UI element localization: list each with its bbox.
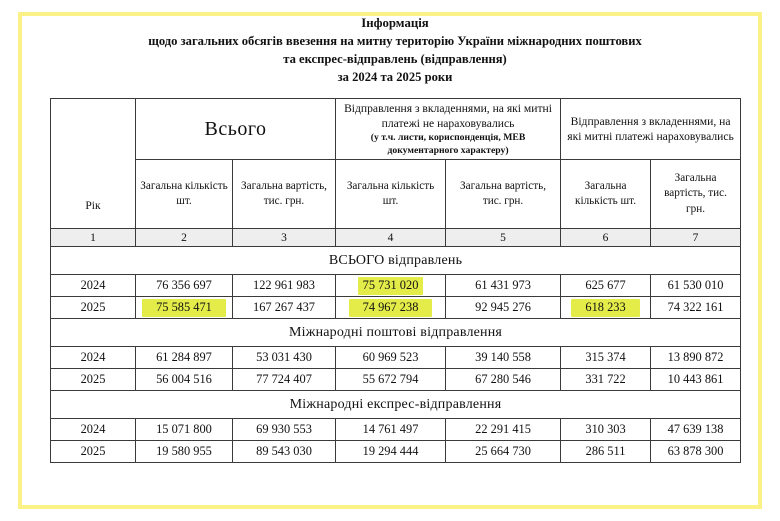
- header-subcolumn-7: Загальна вартість, тис. грн.: [651, 160, 741, 229]
- cell-c5: 92 945 276: [446, 297, 561, 319]
- cell-c7: 47 639 138: [651, 419, 741, 441]
- header-subcolumn-3: Загальна вартість, тис. грн.: [233, 160, 336, 229]
- section-title-row: [51, 247, 741, 275]
- cell-c3: 77 724 407: [233, 369, 336, 391]
- cell-c3: 89 543 030: [233, 441, 336, 463]
- cell-c2: 15 071 800: [136, 419, 233, 441]
- header-subcolumn-5: Загальна вартість, тис. грн.: [446, 160, 561, 229]
- document-title: [50, 14, 740, 86]
- header-group-row: [51, 99, 741, 160]
- table-row: [51, 275, 741, 297]
- row-year: 2024: [51, 275, 136, 297]
- cell-c5: 25 664 730: [446, 441, 561, 463]
- cell-c7: 61 530 010: [651, 275, 741, 297]
- cell-c6: 315 374: [561, 347, 651, 369]
- column-number-2: 2: [136, 229, 233, 247]
- cell-c2: 56 004 516: [136, 369, 233, 391]
- section-title-1: Міжнародні поштові відправлення: [51, 319, 741, 347]
- row-year: 2025: [51, 441, 136, 463]
- section-title-row: [51, 319, 741, 347]
- header-subcolumn-6: Загальна кількість шт.: [561, 160, 651, 229]
- header-subcolumn-4: Загальна кількість шт.: [336, 160, 446, 229]
- cell-c6: 618 233: [561, 297, 651, 319]
- title-line-1: Інформація: [361, 16, 429, 30]
- cell-c6: 310 303: [561, 419, 651, 441]
- cell-c4: 55 672 794: [336, 369, 446, 391]
- table-row: [51, 441, 741, 463]
- cell-c7: 13 890 872: [651, 347, 741, 369]
- cell-c7: 74 322 161: [651, 297, 741, 319]
- row-year: 2024: [51, 419, 136, 441]
- header-group-total: Всього: [136, 99, 336, 160]
- cell-c5: 22 291 415: [446, 419, 561, 441]
- cell-c4: 14 761 497: [336, 419, 446, 441]
- column-number-3: 3: [233, 229, 336, 247]
- column-number-5: 5: [446, 229, 561, 247]
- cell-c6: 331 722: [561, 369, 651, 391]
- column-number-row: [51, 229, 741, 247]
- column-number-1: 1: [51, 229, 136, 247]
- section-title-2: Міжнародні експрес-відправлення: [51, 391, 741, 419]
- header-subcolumn-row: [51, 160, 741, 229]
- cell-c2: 75 585 471: [136, 297, 233, 319]
- column-number-7: 7: [651, 229, 741, 247]
- cell-c7: 63 878 300: [651, 441, 741, 463]
- cell-c2: 19 580 955: [136, 441, 233, 463]
- cell-c5: 67 280 546: [446, 369, 561, 391]
- cell-c5: 39 140 558: [446, 347, 561, 369]
- row-year: 2024: [51, 347, 136, 369]
- cell-c3: 69 930 553: [233, 419, 336, 441]
- cell-c4: 74 967 238: [336, 297, 446, 319]
- cell-c3: 122 961 983: [233, 275, 336, 297]
- header-year: Рік: [51, 99, 136, 229]
- header-group-duty: Відправлення з вкладеннями, на які митні платежі нараховувались: [561, 99, 741, 160]
- title-line-2: щодо загальних обсягів ввезення на митну територію України міжнародних поштових: [148, 34, 642, 48]
- row-year: 2025: [51, 369, 136, 391]
- statistics-table: [50, 98, 741, 463]
- section-title-0: ВСЬОГО відправлень: [51, 247, 741, 275]
- header-subcolumn-2: Загальна кількість шт.: [136, 160, 233, 229]
- table-row: [51, 369, 741, 391]
- cell-c3: 53 031 430: [233, 347, 336, 369]
- table-row: [51, 297, 741, 319]
- cell-c4: 19 294 444: [336, 441, 446, 463]
- table-row: [51, 347, 741, 369]
- column-number-4: 4: [336, 229, 446, 247]
- cell-c4: 60 969 523: [336, 347, 446, 369]
- title-line-3: та експрес-відправлень (відправлення): [283, 52, 507, 66]
- section-title-row: [51, 391, 741, 419]
- cell-c5: 61 431 973: [446, 275, 561, 297]
- table-row: [51, 419, 741, 441]
- header-group-no-duty: [336, 99, 561, 160]
- cell-c4: 75 731 020: [336, 275, 446, 297]
- cell-c2: 76 356 697: [136, 275, 233, 297]
- cell-c6: 286 511: [561, 441, 651, 463]
- header-group-no-duty-main: Відправлення з вкладеннями, на які митні платежі не нараховувались: [344, 102, 552, 130]
- column-number-6: 6: [561, 229, 651, 247]
- cell-c6: 625 677: [561, 275, 651, 297]
- row-year: 2025: [51, 297, 136, 319]
- cell-c3: 167 267 437: [233, 297, 336, 319]
- cell-c2: 61 284 897: [136, 347, 233, 369]
- header-group-no-duty-note: (у т.ч. листи, кориспонденція, МЕВ документарного характеру): [370, 132, 526, 156]
- cell-c7: 10 443 861: [651, 369, 741, 391]
- title-line-4: за 2024 та 2025 роки: [337, 70, 453, 84]
